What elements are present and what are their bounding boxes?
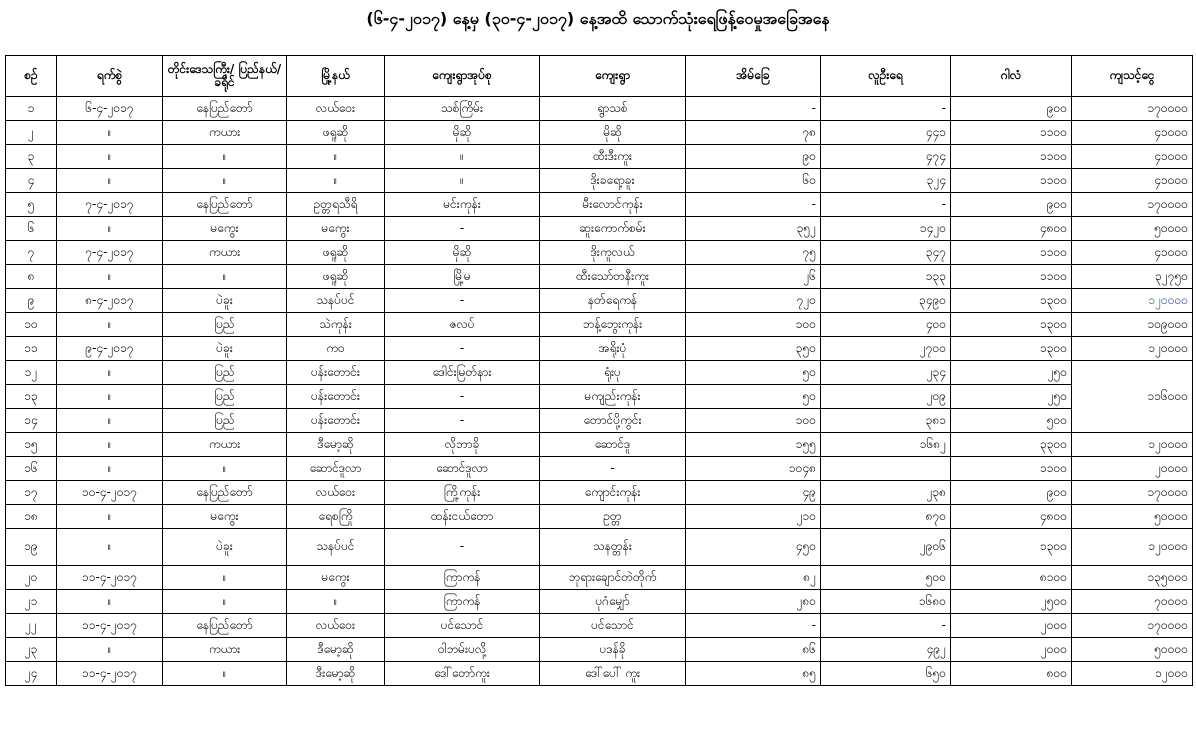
table-cell: ။: [163, 662, 287, 686]
header-cell: ရက်စွဲ: [57, 56, 163, 97]
page-title: (၆-၄-၂၀၁၇) နေ့မှ (၃၀-၄-၂၀၁၇) နေ့အထိ သောက်သုံးရေဖြန့်ဝေမှုအခြေအနေ: [366, 9, 830, 28]
table-cell: ဒိုးခရော့ခူး: [540, 169, 686, 193]
table-cell: ၇၈: [686, 121, 821, 145]
table-row: [6, 662, 1193, 686]
table-cell: လယ်ဝေး: [287, 614, 385, 638]
table-cell: ၁၀၄၈: [686, 457, 821, 481]
header-row: [6, 56, 1193, 97]
table-cell: မကျည်းကုန်း: [540, 385, 686, 409]
table-cell: ၆-၄-၂၀၁၇: [57, 97, 163, 121]
table-cell: [821, 457, 951, 481]
header-cell: လူဦးရေ: [821, 56, 951, 97]
table-cell: ၂၃: [6, 638, 57, 662]
table-cell: -: [686, 193, 821, 217]
table-cell: ။: [57, 169, 163, 193]
table-row: [6, 217, 1193, 241]
table-cell: ၃၃၀၀: [951, 433, 1072, 457]
table-cell: ဒေါ်တော်ကူး: [385, 662, 540, 686]
table-cell: ၇-၄-၂၀၁၇: [57, 193, 163, 217]
table-cell: ၄၀၀: [821, 313, 951, 337]
table-cell: ၁၆: [6, 457, 57, 481]
table-cell: ပဲခူး: [163, 337, 287, 361]
header-cell: ကျေးရွာအုပ်စု: [385, 56, 540, 97]
table-cell: အရိုးပုံ: [540, 337, 686, 361]
table-cell: ၃၈၁: [821, 409, 951, 433]
table-cell: ။: [163, 265, 287, 289]
table-cell: ၁၂: [6, 361, 57, 385]
table-cell: ပြည်: [163, 313, 287, 337]
table-row: [6, 638, 1193, 662]
table-cell: ။: [385, 169, 540, 193]
table-cell: ၁၇: [6, 481, 57, 505]
table-row: [6, 169, 1193, 193]
table-cell: ပုဂံမျှော်: [540, 590, 686, 614]
table-cell: ၁၁၆၀၀၀: [1072, 361, 1193, 433]
table-cell: ၁: [6, 97, 57, 121]
table-cell: ၂၅၀: [951, 385, 1072, 409]
table-cell: ၄၁၀၀၀: [1072, 241, 1193, 265]
table-cell: မီးလောင်ကုန်း: [540, 193, 686, 217]
table-row: [6, 97, 1193, 121]
table-cell: ၂၀၉: [821, 385, 951, 409]
table-cell: နတ်ရေကန်: [540, 289, 686, 313]
table-cell: ၅: [6, 193, 57, 217]
table-cell: ဒေါ်ပေါ် ကူး: [540, 662, 686, 686]
table-cell: ဖရူဆို: [287, 241, 385, 265]
table-cell: ဒီမော့ဆို: [287, 638, 385, 662]
table-cell: ၁၀၉၀၀၀: [1072, 313, 1193, 337]
table-row: [6, 433, 1193, 457]
table-cell: သစ်ကြိမ်း: [385, 97, 540, 121]
table-cell: ၁၇၀၀၀၀: [1072, 193, 1193, 217]
table-cell: ၁၇၀၀၀၀: [1072, 97, 1193, 121]
table-cell: -: [385, 529, 540, 566]
table-cell: ၄၉၂: [821, 638, 951, 662]
table-cell: ။: [57, 590, 163, 614]
table-cell: ထီးဒီးကူး: [540, 145, 686, 169]
table-cell: ။: [163, 457, 287, 481]
table-row: [6, 121, 1193, 145]
table-cell: ၆၅၀: [821, 662, 951, 686]
table-cell: ၁၀၀: [686, 313, 821, 337]
table-cell: ။: [57, 145, 163, 169]
table-cell: ၉၀၀: [951, 481, 1072, 505]
table-cell: ပဲခူး: [163, 289, 287, 313]
table-row: [6, 614, 1193, 638]
table-cell: ၃၂၄: [821, 169, 951, 193]
table-cell: ပန်းတောင်း: [287, 361, 385, 385]
table-cell: မကွေး: [287, 217, 385, 241]
table-cell: ၁၄၂၀: [821, 217, 951, 241]
table-cell: ပဲခူး: [163, 529, 287, 566]
table-cell: မိုဆို: [385, 121, 540, 145]
table-cell: ၅၀: [686, 385, 821, 409]
table-cell: ကယား: [163, 638, 287, 662]
table-cell: ၇: [6, 241, 57, 265]
header-cell: အိမ်ခြေ: [686, 56, 821, 97]
table-cell: ကြို့ကုန်း: [385, 481, 540, 505]
table-cell: -: [540, 457, 686, 481]
table-row: [6, 505, 1193, 529]
table-cell: ၂၃၄: [821, 361, 951, 385]
table-cell: ကြာကန်: [385, 590, 540, 614]
table-cell: ၄: [6, 169, 57, 193]
table-cell: ၁၃၅၀၀၀: [1072, 566, 1193, 590]
table-cell: မိုဆို: [540, 121, 686, 145]
table-cell: ၁၁: [6, 337, 57, 361]
table-cell: မကွေး: [287, 566, 385, 590]
table-cell: ။: [287, 590, 385, 614]
table-cell: ။: [57, 638, 163, 662]
table-cell: သနတ္တန်း: [540, 529, 686, 566]
table-cell: နေပြည်တော်: [163, 614, 287, 638]
table-cell: ၁၁၀၀: [951, 145, 1072, 169]
table-cell: ။: [163, 566, 287, 590]
table-cell: ၂၃၈: [821, 481, 951, 505]
table-cell: ရွာသစ်: [540, 97, 686, 121]
table-cell: ၁၀-၄-၂၀၁၇: [57, 481, 163, 505]
table-cell: ၂၄: [6, 662, 57, 686]
table-cell: -: [821, 614, 951, 638]
table-cell: ။: [57, 409, 163, 433]
table-cell: ၆: [6, 217, 57, 241]
table-cell: ၉-၄-၂၀၁၇: [57, 337, 163, 361]
table-cell: -: [686, 97, 821, 121]
table-cell: ၉၀၀: [951, 97, 1072, 121]
table-cell: ၄၈၀၀: [951, 505, 1072, 529]
table-cell: ။: [163, 169, 287, 193]
table-cell: ၇၅: [686, 241, 821, 265]
table-cell: ကြာကန်: [385, 566, 540, 590]
table-cell: နေပြည်တော်: [163, 97, 287, 121]
table-cell: ပဒန်ခို: [540, 638, 686, 662]
table-cell: ၂၆: [686, 265, 821, 289]
table-cell: ၁၂၀၀၀၀: [1072, 289, 1193, 313]
table-cell: ၉: [6, 289, 57, 313]
table-cell: ကျောင်းကုန်း: [540, 481, 686, 505]
table-cell: ဆောင်ဒူလာ: [287, 457, 385, 481]
table-cell: ပင်သောင်: [385, 614, 540, 638]
table-cell: ။: [385, 145, 540, 169]
table-cell: ၈၇၀: [821, 505, 951, 529]
table-cell: ၁၁-၄-၂၀၁၇: [57, 566, 163, 590]
table-cell: -: [385, 337, 540, 361]
table-cell: ၁၁၀၀: [951, 457, 1072, 481]
table-cell: ၁၃၀၀: [951, 289, 1072, 313]
table-cell: ၁၃၀၀: [951, 313, 1072, 337]
header-cell: စဉ်: [6, 56, 57, 97]
table-cell: ၂၉၀၆: [821, 529, 951, 566]
table-cell: ။: [57, 217, 163, 241]
table-cell: ဘန့်ဘွေးကုန်း: [540, 313, 686, 337]
table-cell: ဆောင်ဒူ: [540, 433, 686, 457]
table-cell: ၈၅: [686, 662, 821, 686]
table-cell: ၂၂: [6, 614, 57, 638]
table-cell: တောင်ပို့ကွင်း: [540, 409, 686, 433]
table-cell: ဒေါင်းမြတ်နား: [385, 361, 540, 385]
table-cell: ၅၀၀: [821, 566, 951, 590]
table-cell: ၃: [6, 145, 57, 169]
table-cell: ၂၅၀: [951, 361, 1072, 385]
table-cell: ၁၁၀၀: [951, 121, 1072, 145]
table-row: [6, 361, 1193, 385]
table-cell: ၃၂၇၅၀: [1072, 265, 1193, 289]
table-cell: ဘုရားချောင်တဲတိုက်: [540, 566, 686, 590]
table-cell: ။: [163, 145, 287, 169]
table-cell: ၁၃၀၀: [951, 337, 1072, 361]
table-cell: ၁၇၀၀၀၀: [1072, 481, 1193, 505]
table-cell: ။: [163, 590, 287, 614]
table-cell: ၂၀၀၀: [951, 614, 1072, 638]
table-cell: ၁၂၀၀၀၀: [1072, 433, 1193, 457]
table-cell: ။: [57, 361, 163, 385]
table-cell: -: [385, 409, 540, 433]
header-cell: ကျေးရွာ: [540, 56, 686, 97]
table-cell: ၃၅၂: [686, 217, 821, 241]
table-cell: ၂: [6, 121, 57, 145]
table-cell: ၁၇၀၀၀၀: [1072, 614, 1193, 638]
table-cell: ဒီးမော့ဆို: [287, 662, 385, 686]
table-cell: လယ်ဝေး: [287, 97, 385, 121]
table-cell: ၁၃: [6, 385, 57, 409]
table-cell: ၂၇၀၀: [821, 337, 951, 361]
table-cell: ၄၁၀၀၀: [1072, 169, 1193, 193]
table-cell: ပန်းတောင်း: [287, 385, 385, 409]
table-cell: ။: [287, 169, 385, 193]
table-cell: ။: [57, 457, 163, 481]
table-cell: ၂၀: [6, 566, 57, 590]
table-cell: -: [385, 385, 540, 409]
table-cell: ၁၂၀၀၀၀: [1072, 529, 1193, 566]
table-cell: နေပြည်တော်: [163, 193, 287, 217]
table-cell: ။: [57, 313, 163, 337]
table-row: [6, 590, 1193, 614]
table-cell: ရေစကြို: [287, 505, 385, 529]
table-cell: ၃၄၇: [821, 241, 951, 265]
table-cell: ၁၅၅: [686, 433, 821, 457]
table-cell: ၃၄၉၀: [821, 289, 951, 313]
table-cell: ၅၀၀၀၀: [1072, 505, 1193, 529]
distribution-table: [5, 55, 1193, 686]
table-cell: လိုဘာခို: [385, 433, 540, 457]
table-row: [6, 265, 1193, 289]
table-cell: ၄၄၁: [821, 121, 951, 145]
table-cell: ၉၀၀: [951, 193, 1072, 217]
table-cell: ဖရူဆို: [287, 265, 385, 289]
table-cell: ၆၀: [686, 169, 821, 193]
table-cell: ၄၇၄: [821, 145, 951, 169]
table-row: [6, 313, 1193, 337]
table-cell: ၄၉: [686, 481, 821, 505]
table-cell: ထန်းငယ်တော: [385, 505, 540, 529]
table-cell: ၁၂၀၀၀: [1072, 662, 1193, 686]
table-cell: ၁၃၀၀: [951, 529, 1072, 566]
table-cell: ၁၁-၄-၂၀၁၇: [57, 614, 163, 638]
table-row: [6, 193, 1193, 217]
table-cell: ဖရူဆို: [287, 121, 385, 145]
table-cell: ၇၀၀၀၀: [1072, 590, 1193, 614]
table-cell: ။: [287, 145, 385, 169]
table-cell: -: [686, 614, 821, 638]
table-cell: ၁၀၀: [686, 409, 821, 433]
table-cell: ၁၀: [6, 313, 57, 337]
table-cell: -: [821, 97, 951, 121]
header-cell: မြို့နယ်: [287, 56, 385, 97]
table-cell: ပြည်: [163, 385, 287, 409]
table-cell: ။: [57, 121, 163, 145]
table-cell: ၁၆၈၀: [821, 590, 951, 614]
header-cell: ဂါလံ: [951, 56, 1072, 97]
table-cell: သနပ်ပင်: [287, 289, 385, 313]
table-row: [6, 385, 1193, 409]
table-cell: သဲကုန်း: [287, 313, 385, 337]
table-cell: ၂၀၀၀၀: [1072, 457, 1193, 481]
table-cell: ၁၅: [6, 433, 57, 457]
table-cell: ၅၀: [686, 361, 821, 385]
table-cell: ပြည်: [163, 409, 287, 433]
table-cell: ပြည်: [163, 361, 287, 385]
table-cell: ၂၈၀: [686, 590, 821, 614]
table-cell: မင်းကုန်း: [385, 193, 540, 217]
table-cell: ၂၅၀၀: [951, 590, 1072, 614]
header-cell: ကျသင့်ငွေ: [1072, 56, 1193, 97]
table-cell: -: [821, 193, 951, 217]
table-row: [6, 145, 1193, 169]
table-cell: ၃၅၀: [686, 337, 821, 361]
table-cell: ဇလပ်: [385, 313, 540, 337]
table-row: [6, 289, 1193, 313]
table-cell: ၁၄: [6, 409, 57, 433]
table-cell: ၈၁၀၀: [951, 566, 1072, 590]
table-row: [6, 337, 1193, 361]
table-cell: ၁၁-၄-၂၀၁၇: [57, 662, 163, 686]
table-row: [6, 481, 1193, 505]
table-cell: ဒိုးကူလယ်: [540, 241, 686, 265]
table-cell: -: [385, 217, 540, 241]
table-cell: မိုဆို: [385, 241, 540, 265]
table-cell: ၄၅၀: [686, 529, 821, 566]
table-cell: နေပြည်တော်: [163, 481, 287, 505]
table-cell: ၈: [6, 265, 57, 289]
table-cell: ။: [57, 529, 163, 566]
table-row: [6, 241, 1193, 265]
table-row: [6, 409, 1193, 433]
table-cell: ၉၀: [686, 145, 821, 169]
table-cell: ၈-၄-၂၀၁၇: [57, 289, 163, 313]
table-cell: ၁၈: [6, 505, 57, 529]
table-cell: ။: [57, 505, 163, 529]
table-cell: ။: [57, 433, 163, 457]
table-cell: ဥတ္တ: [540, 505, 686, 529]
table-cell: လယ်ဝေး: [287, 481, 385, 505]
table-cell: ၅၀၀: [951, 409, 1072, 433]
table-cell: ကဝ: [287, 337, 385, 361]
table-cell: ဆောင်ဒူလာ: [385, 457, 540, 481]
table-cell: ၇၂၀: [686, 289, 821, 313]
table-cell: ၈၆: [686, 638, 821, 662]
table-cell: ၁၆၈၂: [821, 433, 951, 457]
table-cell: ၄၁၀၀၀: [1072, 121, 1193, 145]
table-cell: ၁၂၀၀၀၀: [1072, 337, 1193, 361]
table-cell: ကယား: [163, 121, 287, 145]
table-cell: ၄၈၀၀: [951, 217, 1072, 241]
table-cell: ၄၁၀၀၀: [1072, 145, 1193, 169]
table-cell: ၂၁၀: [686, 505, 821, 529]
table-cell: ၂၀၀၀: [951, 638, 1072, 662]
table-cell: ၈၂: [686, 566, 821, 590]
table-cell: ၁၁၀၀: [951, 241, 1072, 265]
table-cell: ဥတ္တရသီရိ: [287, 193, 385, 217]
table-cell: ၅၀၀၀၀: [1072, 217, 1193, 241]
table-cell: ၅၀၀၀၀: [1072, 638, 1193, 662]
table-cell: ။: [57, 385, 163, 409]
table-cell: ၁၃၃: [821, 265, 951, 289]
table-cell: ၁၁၀၀: [951, 169, 1072, 193]
table-cell: ဆူးကောက်စမ်း: [540, 217, 686, 241]
table-cell: ပန်းတောင်း: [287, 409, 385, 433]
header-cell: တိုင်းဒေသကြီး/ ပြည်နယ်/ခရိုင်: [163, 56, 287, 97]
table-row: [6, 529, 1193, 566]
table-cell: ၈၀၀: [951, 662, 1072, 686]
table-cell: ၂၁: [6, 590, 57, 614]
table-cell: ၁၉: [6, 529, 57, 566]
table-cell: ဝါဘမ်းပလို့: [385, 638, 540, 662]
table-cell: ၁၁၀၀: [951, 265, 1072, 289]
table-row: [6, 457, 1193, 481]
table-cell: သနပ်ပင်: [287, 529, 385, 566]
table-cell: မကွေး: [163, 217, 287, 241]
table-cell: ကယား: [163, 241, 287, 265]
table-row: [6, 566, 1193, 590]
table-cell: ရုံးပု: [540, 361, 686, 385]
table-cell: ဒီမော့ဆို: [287, 433, 385, 457]
table-cell: ၇-၄-၂၀၁၇: [57, 241, 163, 265]
table-cell: ကယား: [163, 433, 287, 457]
table-cell: မကွေး: [163, 505, 287, 529]
table-cell: ပင်သောင်: [540, 614, 686, 638]
table-cell: မြို့မ: [385, 265, 540, 289]
table-cell: ။: [57, 265, 163, 289]
table-cell: -: [385, 289, 540, 313]
table-cell: ထီးသော်တနီးကူး: [540, 265, 686, 289]
